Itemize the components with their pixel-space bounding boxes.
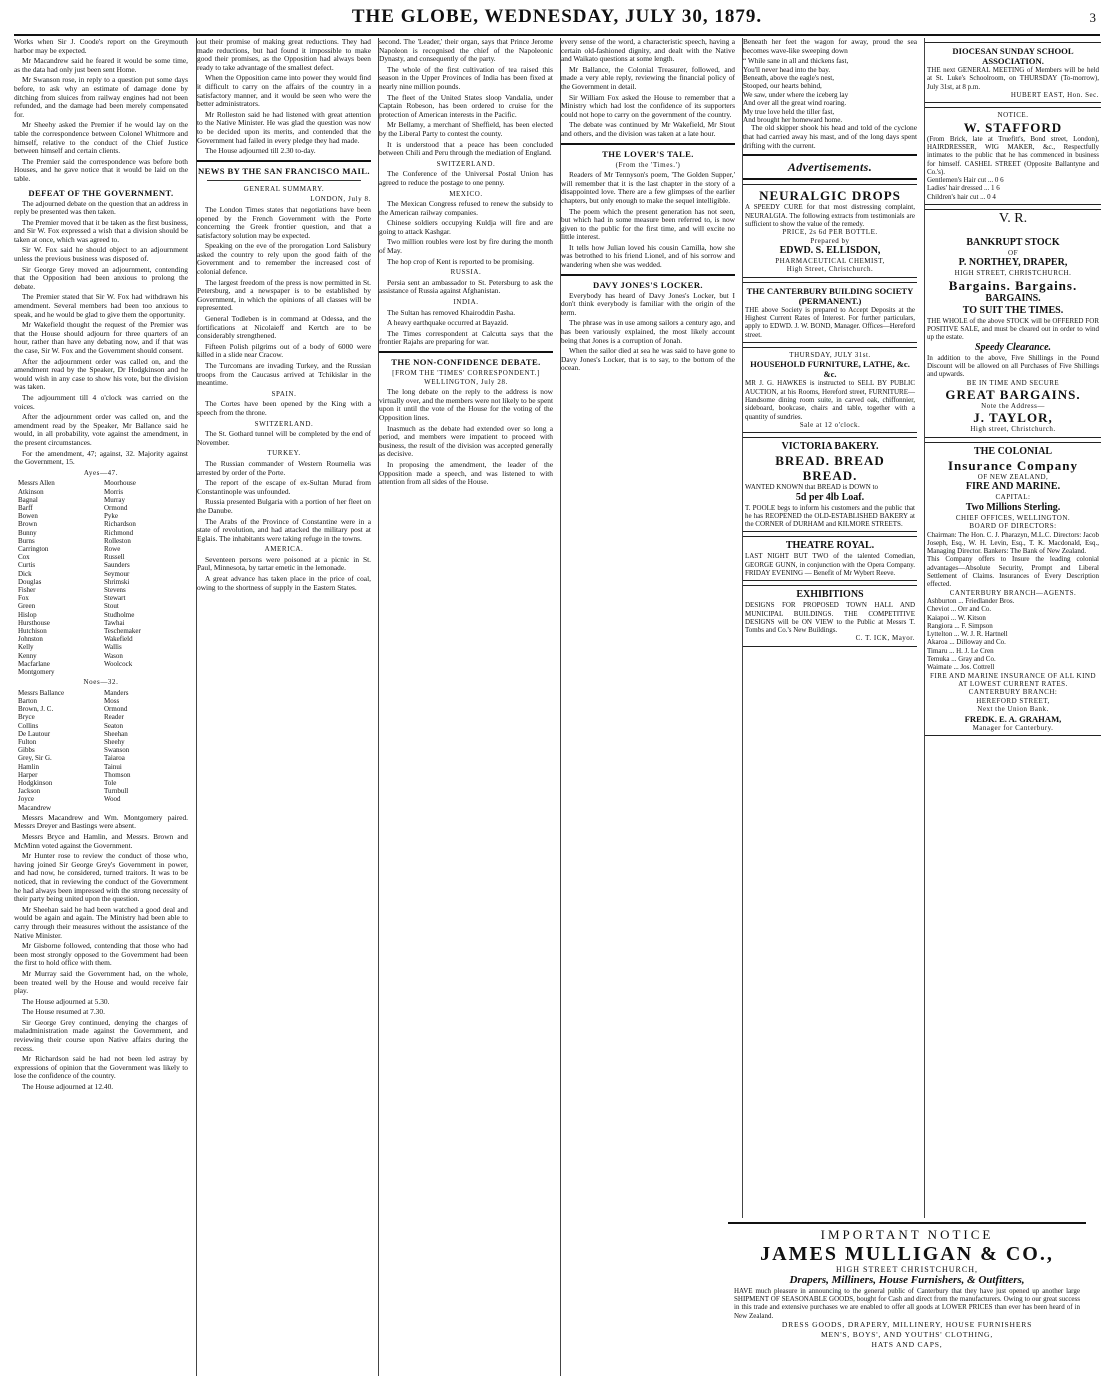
paragraph: The Mexican Congress refused to renew the subsidy to the American railway companies. bbox=[379, 199, 553, 217]
ad-role: Manager for Canterbury. bbox=[972, 723, 1054, 732]
member-name: Seymour bbox=[104, 569, 130, 578]
member-name: Barff bbox=[18, 503, 33, 512]
poem-line: And over all the great wind roaring. bbox=[743, 99, 847, 108]
member-name: Hodgkinson bbox=[18, 779, 53, 788]
section-heading: NEWS BY THE SAN FRANCISCO MAIL. bbox=[198, 165, 370, 176]
agent-entry: Timaru ... H. J. Le Cren bbox=[927, 646, 994, 655]
paragraph: General Todleben is in command at Odessa, and the fortifications at Nicolaieff and Kertch are to be considerably strengthened. bbox=[197, 314, 371, 341]
ad-text: OF bbox=[1008, 249, 1018, 258]
ad-headline: Bargains. Bargains. bbox=[948, 277, 1078, 293]
ad-text: THE WHOLE of the above STOCK will be OFFERED FOR POSITIVE SALE, and must be cleared out in order to wind up the estate. bbox=[927, 316, 1099, 342]
member-name: Barton bbox=[18, 696, 38, 705]
paragraph: Chinese soldiers occupying Kuldja will fire and are going to attack Kashgar. bbox=[379, 218, 553, 236]
member-name: Thomson bbox=[104, 770, 131, 779]
paragraph: The Premier said the correspondence was before both Houses, and he gave notice that it would be laid on the table. bbox=[14, 156, 188, 183]
column-1 bbox=[14, 38, 188, 1376]
ad-name: P. NORTHEY, DRAPER, bbox=[958, 257, 1068, 269]
paragraph: Seventeen persons were poisoned at a picnic in St. Paul, Minnesota, by tartar emetic in the lemonade. bbox=[197, 554, 371, 573]
paragraph: The Russian commander of Western Roumelia was arrested by order of the Porte. bbox=[197, 458, 371, 477]
poem-line: Beneath, above the eagle's nest, bbox=[743, 74, 835, 82]
ad-neuralgic-drops bbox=[743, 184, 917, 278]
divider bbox=[207, 180, 361, 181]
agent-entry: Kaiapoi ... W. Kitson bbox=[927, 613, 986, 622]
paragraph: The phrase was in use among sailors a century ago, and has been variously explained, the most likely account being that Jones is a corruption of Jonah. bbox=[561, 318, 735, 345]
member-name: Jackson bbox=[18, 787, 41, 796]
paragraph: Sir W. Fox said he should object to an adjournment unless the previous business was disposed of. bbox=[14, 245, 188, 264]
agent-entry: Temuka ... Gray and Co. bbox=[927, 655, 996, 664]
paragraph: Mr Wakefield thought the request of the Premier was that the House should adjourn for three quarters of an hour, rather than have any debating now, and if that was the case, Sir W. Fox and the Government should consent. bbox=[14, 320, 188, 355]
member-name: Teschemaker bbox=[104, 626, 141, 635]
paragraph: The largest freedom of the press is now permitted in St. Petersburg, and a newspaper is to be established by Government, in which the opinions of all classes will be represented. bbox=[197, 277, 371, 313]
paragraph: Mr Rolleston said he had listened with great attention to the Native Minister. He was glad the question was now to be decided upon its merits, and contended that the Government had failed in every pledge they had made. bbox=[197, 109, 371, 145]
ad-victoria-bakery bbox=[743, 437, 917, 532]
paragraph: The poem which the present generation has not seen, but which had in some measure been referred to, is now given to the public for the first time, and will excite no little interest. bbox=[561, 206, 735, 242]
poem-line: And brought her homeward home. bbox=[743, 116, 843, 125]
paragraph: Fifteen Polish pilgrims out of a body of 6000 were killed in a slide near Cracow. bbox=[197, 341, 371, 360]
member-name: Douglas bbox=[18, 577, 42, 586]
divider bbox=[561, 274, 735, 276]
subheading: MEXICO. bbox=[449, 189, 483, 198]
agent-entry: Akaroa ... Dilloway and Co. bbox=[927, 638, 1006, 647]
paragraph: The Conference of the Universal Postal Union has agreed to reduce the postage to one penny. bbox=[379, 169, 553, 187]
paragraph: The Premier moved that it be taken as the first business, and Sir W. Fox expressed a wish that a division should be taken at once, which was agreed to. bbox=[14, 217, 188, 244]
ad-title: HOUSEHOLD FURNITURE, LATHE, &c. &c. bbox=[750, 359, 910, 380]
poem-line: You'll never head into the bay. bbox=[743, 65, 831, 74]
ayes-list bbox=[18, 479, 184, 676]
member-name: Moorhouse bbox=[104, 479, 136, 488]
member-name: Macfarlane bbox=[18, 659, 50, 668]
ad-headline: BREAD. bbox=[802, 468, 858, 484]
column-4 bbox=[560, 38, 735, 1376]
member-name: Ormond bbox=[104, 503, 128, 512]
ad-address: HEREFORD STREET, bbox=[976, 696, 1050, 705]
paragraph: The old skipper shook his head and told of the cyclone that had carried away his mast, and of the long days spent drifting with the current. bbox=[743, 123, 917, 150]
member-name: Messrs Allen bbox=[18, 479, 55, 488]
member-name: Richmond bbox=[104, 528, 134, 537]
section-heading: THE NON-CONFIDENCE DEBATE. bbox=[391, 357, 541, 367]
ad-label: BOARD OF DIRECTORS: bbox=[969, 522, 1057, 531]
paragraph: The House adjourned at 12.40. bbox=[22, 1082, 114, 1092]
ad-subtitle: OF NEW ZEALAND, bbox=[977, 472, 1049, 481]
member-name: Taiaroa bbox=[104, 754, 125, 763]
subheading: AMERICA. bbox=[264, 545, 304, 554]
paragraph: Mr Murray said the Government had, on the whole, been treated well by the House and would receive fair play. bbox=[14, 968, 188, 996]
price-item: Ladies' hair dressed ... 1 6 bbox=[927, 184, 1000, 193]
ad-address: HIGH STREET, CHRISTCHURCH. bbox=[954, 269, 1072, 278]
ad-sunday-school bbox=[925, 42, 1101, 103]
division-list-heading: Noes—32. bbox=[83, 678, 119, 687]
ad-prepared-by: Prepared by bbox=[810, 236, 850, 245]
ad-exhibitions bbox=[743, 585, 917, 647]
ad-label: CANTERBURY BRANCH—AGENTS. bbox=[949, 588, 1077, 597]
ad-building-society bbox=[743, 282, 917, 343]
paragraph: Readers of Mr Tennyson's poem, 'The Golden Supper,' will remember that it is the last chapter in the story of a disappointed love. There are a few glimpses of the earlier chapters, but only enough to make the sequel intelligible. bbox=[561, 170, 735, 205]
ad-subtitle: Drapers, Milliners, House Furnishers, & Outfitters, bbox=[789, 1274, 1025, 1286]
paragraph: Sir George Grey continued, denying the charges of maladministration made against the Government, and reviewing their course upon Native affairs during the recess. bbox=[14, 1017, 188, 1053]
source-note: (From the 'Times.') bbox=[615, 160, 681, 169]
section-heading: DAVY JONES'S LOCKER. bbox=[593, 279, 703, 290]
advertisements-heading: Advertisements. bbox=[787, 160, 873, 175]
member-name: Brown, J. C. bbox=[18, 705, 54, 714]
paragraph: Mr Macandrew said he feared it would be some time, as the data had only just been sent Home. bbox=[14, 56, 188, 74]
subheading: SPAIN. bbox=[271, 389, 297, 398]
ad-label: CANTERBURY BRANCH: bbox=[968, 688, 1058, 697]
member-name: Swanson bbox=[104, 746, 130, 755]
member-name: Seaton bbox=[104, 721, 124, 730]
member-name: Saunders bbox=[104, 561, 130, 570]
paragraph: A great advance has taken place in the price of coal, owing to the shortness of supply in the Eastern States. bbox=[197, 574, 371, 592]
ad-bankrupt-stock bbox=[925, 209, 1101, 438]
agent-entry: Rangiora ... F. Simpson bbox=[927, 621, 993, 630]
subheading: TURKEY. bbox=[267, 449, 301, 458]
member-name: Wood bbox=[104, 795, 121, 804]
ad-text: This Company offers to Insure the leading colonial advantages—Absolute Security, Prompt and Liberal Settlement of Claims. Insurances of Every Description effected. bbox=[927, 555, 1099, 589]
ad-text: FIRE AND MARINE INSURANCE OF ALL KIND AT LOWEST CURRENT RATES. bbox=[929, 671, 1097, 689]
ad-text: BE IN TIME AND SECURE bbox=[966, 378, 1060, 387]
ad-name: EDWD. S. ELLISDON, bbox=[779, 244, 881, 256]
member-name: Messrs Ballance bbox=[18, 688, 65, 697]
ad-text: THE next GENERAL MEETING of Members will be held at St. Luke's Schoolroom, on THURSDAY (To-morrow), July 31st, at 8 p.m. bbox=[927, 66, 1099, 91]
subheading: INDIA. bbox=[453, 298, 479, 307]
ad-signature: C. T. ICK, Mayor. bbox=[855, 634, 915, 643]
paragraph: The Turcomans are invading Turkey, and the Russian troops from the Caucasus arrived at Tchikislar in the meantime. bbox=[197, 361, 371, 388]
ad-title: NEURALGIC DROPS bbox=[759, 188, 901, 204]
poem-line: We saw, under where the iceberg lay bbox=[743, 90, 849, 99]
paragraph: Messrs Macandrew and Wm. Montgomery paired. Messrs Dreyer and Bastings were absent. bbox=[14, 812, 188, 831]
ad-text: (From Brick, late at Truefitt's, Bond street, London), HAIRDRESSER, WIG MAKER, &c., Respectfully intimates to the public that he has commenced in business for himself. CASHEL STREET (Opposite Ballantyne and Co.'s). bbox=[927, 134, 1099, 176]
paragraph: Sir George Grey moved an adjournment, contending that the Opposition had been anxious to prolong the debate. bbox=[14, 264, 188, 291]
paragraph: Persia sent an ambassador to St. Petersburg to ask the assistance of Russia against Afghanistan. bbox=[379, 277, 553, 296]
paragraph: The House adjourned till 2.30 to-day. bbox=[205, 146, 316, 156]
ad-title: BANKRUPT STOCK bbox=[966, 237, 1060, 249]
divider bbox=[197, 160, 371, 162]
ad-headline: BARGAINS. bbox=[985, 292, 1041, 304]
paragraph: The Times correspondent at Calcutta says that the frontier Rajahs are preparing for war. bbox=[379, 328, 553, 347]
ad-goods: MEN'S, BOYS', AND YOUTHS' CLOTHING, bbox=[820, 1329, 994, 1339]
dateline: [FROM THE 'TIMES' CORRESPONDENT.] WELLINGTON, July 28. bbox=[392, 369, 540, 386]
ad-goods: DRESS GOODS, DRAPERY, MILLINERY, HOUSE FURNISHERS bbox=[781, 1319, 1033, 1329]
ad-date: THURSDAY, JULY 31st. bbox=[789, 350, 871, 359]
member-name: Reader bbox=[104, 713, 124, 722]
agent-entry: Waimate ... Jos. Cottrell bbox=[927, 663, 995, 672]
ad-text: LAST NIGHT BUT TWO of the talented Comedian, GEORGE GUNN, in conjunction with the Opera Company. FRIDAY EVENING — Benefit of Mr Wybert Reeve. bbox=[745, 552, 915, 577]
member-name: Murray bbox=[104, 495, 125, 504]
newspaper-columns bbox=[14, 38, 1100, 1376]
member-name: Russell bbox=[104, 553, 125, 562]
ad-headline: Two Millions Sterling. bbox=[965, 501, 1061, 513]
agents-list bbox=[927, 597, 1099, 672]
ad-auction bbox=[743, 347, 917, 433]
member-name: Rolleston bbox=[104, 536, 131, 545]
ad-address: HIGH STREET CHRISTCHURCH, bbox=[836, 1265, 978, 1274]
paragraph: The Premier stated that Sir W. Fox had withdrawn his amendment. Several members had been too anxious to speak, and he would be glad to give them the opportunity. bbox=[14, 292, 188, 319]
ad-text: THE above Society is prepared to Accept Deposits at the Highest Current Rates of Interest. For further particulars, apply to EDWD. J. W. BOND, Manager. Offices—Hereford street. bbox=[745, 305, 915, 339]
ad-title: VICTORIA BAKERY. bbox=[781, 441, 879, 453]
ad-title: EXHIBITIONS bbox=[796, 589, 864, 601]
price-item: Children's hair cut ... 0 4 bbox=[927, 192, 996, 201]
ad-price: 5d per 4lb Loaf. bbox=[795, 491, 865, 503]
ad-notice: NOTICE. bbox=[997, 111, 1029, 120]
member-name: Stevens bbox=[104, 585, 126, 594]
ad-title: THEATRE ROYAL. bbox=[785, 540, 875, 552]
ad-title: THE CANTERBURY BUILDING SOCIETY (PERMANENT.) bbox=[746, 285, 914, 306]
member-name: Grey, Sir G. bbox=[18, 754, 52, 763]
division-list-heading: Ayes—47. bbox=[83, 468, 119, 477]
column-2 bbox=[196, 38, 371, 1376]
paragraph: Mr Sheehan said he had been watched a good deal and would be again and again. The Ministry had been able to carry through their measures without the assistance of the Native Minister. bbox=[14, 904, 188, 940]
member-name: Hislop bbox=[18, 610, 37, 619]
ad-subtitle: FIRE AND MARINE. bbox=[965, 481, 1061, 493]
paragraph: Beneath her feet the wagon for away, proud the sea becomes wave-like sweeping down bbox=[743, 37, 917, 55]
paragraph: The House adjourned at 5.30. bbox=[22, 996, 110, 1006]
member-name: Brown bbox=[18, 520, 38, 529]
member-name: Bowen bbox=[18, 512, 38, 521]
noes-list bbox=[18, 689, 184, 812]
paragraph: Inasmuch as the debate had extended over so long a period, and members were impatient to proceed with business, the result of the division was accepted generally as decisive. bbox=[379, 423, 553, 459]
ad-address: High Street, Christchurch. bbox=[786, 265, 874, 274]
agent-entry: Lyttelton ... W. J. R. Hartnell bbox=[927, 630, 1008, 639]
member-name: Moss bbox=[104, 696, 120, 705]
member-name: Fox bbox=[18, 594, 29, 603]
ad-text: Chairman: The Hon. C. J. Pharazyn, M.L.C. Directors: Jacob Joseph, Esq., W. H. Levin, Esq., T. K. Macdonald, Esq., Managing Director. Bankers: The Bank of New Zealand. bbox=[927, 530, 1099, 556]
ad-title: Insurance Company bbox=[947, 457, 1079, 473]
paragraph: out their promise of making great reductions. They had made reductions, but had found it impossible to make good their promises, as the Opposition had always been ready to take advantage of the smallest defect. bbox=[197, 37, 371, 72]
member-name: Tole bbox=[104, 779, 117, 788]
paragraph: Mr Bellamy, a merchant of Sheffield, has been elected by the Liberal Party to contest the county. bbox=[379, 120, 553, 138]
section-heading: DEFEAT OF THE GOVERNMENT. bbox=[28, 187, 174, 198]
ad-title: JAMES MULLIGAN & CO., bbox=[760, 1243, 1054, 1265]
member-name: Bryce bbox=[18, 713, 35, 722]
member-name: Curtis bbox=[18, 561, 36, 570]
ad-role: PHARMACEUTICAL CHEMIST, bbox=[775, 256, 885, 265]
column-5 bbox=[742, 38, 917, 1218]
paragraph: The House resumed at 7.30. bbox=[22, 1007, 105, 1017]
paragraph: Mr Gisborne followed, contending that those who had been most strongly opposed to the Government had been the first to hold office with them. bbox=[14, 941, 188, 968]
ad-sale-time: Sale at 12 o'clock. bbox=[799, 420, 861, 429]
divider bbox=[743, 178, 917, 180]
ad-text: T. POOLE begs to inform his customers and the public that he has REOPENED the OLD-ESTABLISHED BAKERY at the CORNER of DURHAM and KILMORE STREETS. bbox=[745, 503, 915, 529]
ad-text: HAVE much pleasure in announcing to the general public of Canterbury that they have just opened up another large SHIPMENT OF SEASONABLE GOODS, bought for Cash and direct from the manufacturers. Owing to our great success in this trade and extensive purchases we are enabled to offer all goods at LOWER PRICES than ever has been heard of in New Zealand. bbox=[734, 1287, 1080, 1320]
member-name: Johnston bbox=[18, 635, 43, 644]
member-name: Harper bbox=[18, 770, 38, 779]
ad-headline: GREAT BARGAINS. bbox=[945, 387, 1081, 403]
ad-signature: HUBERT EAST, Hon. Sec. bbox=[1010, 90, 1099, 99]
paragraph: every sense of the word, a characteristic speech, having a certain old-fashioned dignity, and dealt with the Native and Waikato questions at some length. bbox=[561, 37, 735, 64]
member-name: Morris bbox=[104, 487, 124, 496]
paragraph: second. The 'Leader,' their organ, says that Prince Jerome Napoleon is recognised the chief of the Napoleonic Dynasty, and consequently of the party. bbox=[379, 37, 553, 64]
member-name: Sheehan bbox=[104, 729, 128, 738]
ad-address: High street, Christchurch. bbox=[970, 425, 1056, 434]
ad-goods: HATS AND CAPS, bbox=[871, 1339, 943, 1349]
member-name: Fisher bbox=[18, 585, 36, 594]
paragraph: The London Times states that negotiations have been opened by the French Government with the Porte concerning the Greek frontier question, and that a satisfactory solution may be expected. bbox=[197, 204, 371, 240]
ad-name: FREDK. E. A. GRAHAM, bbox=[964, 713, 1062, 724]
member-name: Macandrew bbox=[18, 803, 52, 812]
paragraph: The Sultan has removed Khairoddin Pasha. bbox=[387, 307, 516, 317]
member-name: Collins bbox=[18, 721, 39, 730]
member-name: Hursthouse bbox=[18, 618, 50, 627]
member-name: Manders bbox=[104, 688, 129, 697]
member-name: Green bbox=[18, 602, 36, 611]
ad-hairdresser bbox=[925, 107, 1101, 205]
ad-address: Next the Union Bank. bbox=[977, 705, 1049, 714]
ad-text: WANTED KNOWN that BREAD is DOWN to bbox=[745, 483, 878, 492]
poem-verse bbox=[743, 57, 917, 124]
newspaper-title: THE GLOBE, WEDNESDAY, JULY 30, 1879. bbox=[351, 6, 763, 27]
ad-title: THE COLONIAL bbox=[973, 445, 1053, 457]
paragraph: A heavy earthquake occurred at Bayazid. bbox=[387, 318, 509, 328]
member-name: Stewart bbox=[104, 594, 126, 603]
poem-line: My true love held the tiller fast, bbox=[743, 107, 835, 116]
paragraph: Speaking on the eve of the prorogation Lord Salisbury asked the country to rely upon the good faith of the Government and to remember the increased cost of colonial defence. bbox=[197, 241, 371, 277]
member-name: Kelly bbox=[18, 643, 34, 652]
member-name: Shrimski bbox=[104, 577, 130, 586]
paragraph: Mr Richardson said he had not been led astray by expressions of opinion that the Government was likely to lose the confidence of the country. bbox=[14, 1054, 188, 1081]
royal-emblem-icon: V. R. bbox=[998, 211, 1028, 227]
paragraph: The Arabs of the Province of Constantine were in a state of revolution, and had attacked the military post at Eglais. The inhabitants were taking refuge in the towns. bbox=[197, 516, 371, 543]
ad-title: DIOCESAN SUNDAY SCHOOL ASSOCIATION. bbox=[952, 46, 1074, 66]
member-name: Burns bbox=[18, 536, 35, 545]
member-name: Wallis bbox=[104, 643, 122, 652]
paragraph: The adjournment till 4 o'clock was carried on the voices. bbox=[14, 392, 188, 411]
divider bbox=[379, 351, 553, 353]
paragraph: The adjourned debate on the question that an address in reply be presented was then taken. bbox=[14, 198, 188, 217]
paragraph: When the sailor died at sea he was said to have gone to Davy Jones's Locker, that is to say, to the bottom of the ocean. bbox=[561, 346, 735, 373]
member-name: Tainui bbox=[104, 762, 122, 771]
member-name: Hamlin bbox=[18, 762, 39, 771]
member-name: Studholme bbox=[104, 610, 135, 619]
member-name: Turnbull bbox=[104, 787, 129, 796]
subheading: RUSSIA. bbox=[450, 268, 482, 277]
member-name: Montgomery bbox=[18, 667, 55, 676]
subheading: GENERAL SUMMARY. bbox=[243, 184, 325, 193]
member-name: Kenny bbox=[18, 651, 37, 660]
ad-address: CHIEF OFFICES, WELLINGTON. bbox=[955, 513, 1071, 522]
paragraph: Mr Hunter rose to review the conduct of those who, having joined Sir George Grey's Government in power, and had now, he considered, turned traitors. It was to be noticed, that in reviewing the conduct of the Government he had always been impressed with the strong necessity of their party being united upon the question. bbox=[14, 851, 188, 904]
ad-colonial-insurance bbox=[925, 442, 1101, 736]
subheading: SWITZERLAND. bbox=[436, 159, 496, 168]
paragraph: Mr Sheehy asked the Premier if he would lay on the table the correspondence between Colonel Whitmore and himself, relative to the conduct of the Chief Justice between himself and certain clients. bbox=[14, 120, 188, 156]
price-item: Gentlemen's Hair cut ... 0 6 bbox=[927, 176, 1004, 185]
ad-theatre-royal bbox=[743, 536, 917, 581]
paragraph: The hop crop of Kent is reported to be promising. bbox=[387, 256, 534, 266]
member-name: Dick bbox=[18, 569, 32, 578]
column-6 bbox=[924, 38, 1101, 1218]
paragraph: It tells how Julian loved his cousin Camilla, how she was betrothed to his friend Lionel, and of his sorrow and wandering when she was wedded. bbox=[561, 242, 735, 270]
ad-notice: IMPORTANT NOTICE bbox=[820, 1227, 994, 1242]
member-name: Fulton bbox=[18, 738, 37, 746]
column-3 bbox=[378, 38, 553, 1376]
poem-line: Stooped, our hearts behind, bbox=[743, 82, 822, 91]
ad-headline: BREAD. BREAD bbox=[775, 453, 885, 469]
member-name: Bunny bbox=[18, 528, 37, 537]
ad-price: PRICE, 2s 6d PER BOTTLE. bbox=[782, 228, 878, 237]
member-name: Sheehy bbox=[104, 738, 125, 746]
divider bbox=[743, 154, 917, 156]
paragraph: After the adjournment order was called on, and the amendment read by the Speaker, Dr Hodgkinson and he would wish in any case to show his vote, but the division was taken. bbox=[14, 356, 188, 392]
agent-entry: Ashburton ... Friedlander Bros. bbox=[927, 597, 1015, 605]
member-name: Bagnal bbox=[18, 495, 38, 504]
ad-headline: TO SUIT THE TIMES. bbox=[962, 304, 1064, 316]
paragraph: Sir William Fox asked the House to remember that a Ministry which had lost the confidence of its supporters could not hope to carry on the government of the country. bbox=[561, 92, 735, 119]
paragraph: The Cortes have been opened by the King with a speech from the throne. bbox=[197, 399, 371, 417]
paragraph: When the Opposition came into power they would find it difficult to carry on the affairs of the country in a satisfactory manner, and it would be seen who were the better administrators. bbox=[197, 73, 371, 109]
ad-text: DESIGNS FOR PROPOSED TOWN HALL AND MUNICIPAL BUILDINGS. THE COMPETITIVE DESIGNS will be ON VIEW to the Public at Messrs T. Tombs and Co.'s New Buildings. bbox=[745, 601, 915, 635]
paragraph: The whole of the first cultivation of tea raised this season in the Upper Provinces of India has been fixed at nearly nine million pounds. bbox=[379, 64, 553, 91]
member-name: Atkinson bbox=[18, 487, 44, 496]
member-name: De Lautour bbox=[18, 729, 51, 738]
member-name: Richardson bbox=[104, 520, 136, 529]
member-name: Cox bbox=[18, 553, 30, 562]
paragraph: The St. Gothard tunnel will be completed by the end of November. bbox=[197, 429, 371, 447]
paragraph: The debate was continued by Mr Wakefield, Mr Stout and others, and the division was taken at a late hour. bbox=[561, 120, 735, 138]
dateline: LONDON, July 8. bbox=[310, 195, 371, 204]
ad-text: MR J. G. HAWKES is instructed to SELL BY PUBLIC AUCTION, at his Rooms, Hereford street, FURNITURE—Handsome dining room suite, in carved oak, chiffonnier, sideboard, bookcase, chairs and table, together with a quantity of sundries. bbox=[745, 379, 915, 421]
member-name: Gibbs bbox=[18, 746, 35, 755]
member-name: Wakefield bbox=[104, 635, 133, 644]
member-name: Stout bbox=[104, 602, 119, 611]
agent-entry: Cheviot ... Orr and Co. bbox=[927, 605, 992, 614]
paragraph: Messrs Bryce and Hamlin, and Messrs. Brown and McMinn voted against the Government. bbox=[14, 832, 188, 850]
subheading: SWITZERLAND. bbox=[254, 419, 314, 428]
member-name: Joyce bbox=[18, 795, 34, 804]
poem-line: “ While sane in all and thickens fast, bbox=[743, 57, 849, 66]
ad-text: Note the Address— bbox=[981, 402, 1045, 411]
paragraph: In proposing the amendment, the leader of the Opposition made a speech, and was listened to with attention from all sides of the House. bbox=[379, 459, 553, 487]
paragraph: For the amendment, 47; against, 32. Majority against the Government, 15. bbox=[14, 448, 188, 467]
ad-name: J. TAYLOR, bbox=[973, 410, 1053, 426]
ad-text: A SPEEDY CURE for that most distressing complaint, NEURALGIA. The following extracts from testimonials are sufficient to show the value of the remedy. bbox=[745, 203, 915, 228]
masthead bbox=[14, 4, 1100, 36]
paragraph: Two million roubles were lost by fire during the month of May. bbox=[379, 237, 553, 256]
paragraph: Russia presented Bulgaria with a portion of her fleet on the Danube. bbox=[197, 497, 371, 515]
page-number: 3 bbox=[1089, 10, 1096, 25]
member-name: Rowe bbox=[104, 544, 121, 553]
ad-title: W. STAFFORD bbox=[963, 119, 1063, 135]
ad-text: In addition to the above, Five Shillings in the Pound Discount will be allowed on all Purchases of Five Shillings and upwards. bbox=[927, 353, 1099, 379]
member-name: Wason bbox=[104, 651, 123, 660]
paragraph: Works when Sir J. Coode's report on the Greymouth harbor may be expected. bbox=[14, 37, 188, 55]
paragraph: Mr Ballance, the Colonial Treasurer, followed, and made a very able reply, reviewing the financial policy of the Government in detail. bbox=[561, 64, 735, 91]
member-name: Tawhai bbox=[104, 618, 125, 627]
ad-headline: Speedy Clearance. bbox=[974, 341, 1052, 353]
paragraph: The long debate on the reply to the address is now virtually over, and the members were not likely to be spent upon it until the vote of the House for the voting of the Opposition lines. bbox=[379, 387, 553, 422]
ad-label: CAPITAL: bbox=[995, 493, 1031, 502]
paragraph: Mr Swanson rose, in reply to a question put some days before, to ask why an estimate of damage done by ditching from sluices from railway engines had not been refunded, and the damage had been merely compensated for. bbox=[14, 75, 188, 119]
paragraph: It is understood that a peace has been concluded between Chili and Peru through the mediation of England. bbox=[379, 139, 553, 158]
member-name: Carrington bbox=[18, 544, 49, 553]
price-list bbox=[927, 176, 1099, 201]
member-name: Pyke bbox=[104, 512, 118, 521]
member-name: Woolcock bbox=[104, 659, 133, 668]
divider bbox=[561, 143, 735, 145]
member-name: Ormond bbox=[104, 705, 128, 714]
section-heading: THE LOVER'S TALE. bbox=[602, 148, 694, 159]
ad-james-mulligan bbox=[728, 1222, 1086, 1349]
paragraph: The fleet of the United States sloop Vandalia, under Captain Robeson, has been ordered to cruise for the protection of American interests in the Pacific. bbox=[379, 92, 553, 119]
paragraph: Everybody has heard of Davy Jones's Locker, but I don't think everybody is familiar with the origin of the term. bbox=[561, 290, 735, 317]
paragraph: After the adjournment order was called on, and the amendment read by the Speaker, Mr Ballance said he would, in all probability, vote against the amendment, in the present circumstances. bbox=[14, 412, 188, 447]
paragraph: The report of the escape of ex-Sultan Murad from Constantinople was unfounded. bbox=[197, 478, 371, 496]
member-name: Hutchison bbox=[18, 626, 47, 635]
